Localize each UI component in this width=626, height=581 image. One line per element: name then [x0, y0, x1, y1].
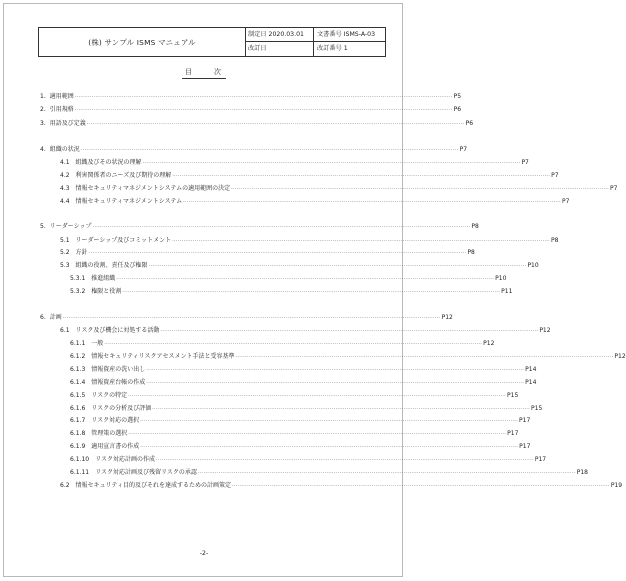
toc-leader-dots: ········································································································································································································ — [92, 224, 471, 230]
toc-entry-title: 情報セキュリティマネジメントシステムの適用範囲の決定 — [75, 185, 231, 192]
toc-entry — [70, 287, 513, 296]
toc-entry-page: P12 — [441, 314, 453, 321]
toc-leader-dots: ········································································································································································································ — [142, 160, 521, 166]
toc-leader-dots: ········································································································································································································ — [86, 121, 465, 127]
toc-heading-left: 目 — [185, 68, 194, 76]
toc-leader-dots: ········································································································································································································ — [116, 276, 495, 282]
toc-entry-page: P17 — [519, 443, 531, 450]
toc-entry-title: 組織の役割、責任及び権限 — [75, 262, 148, 269]
document-number: 文書番号 ISMS-A-03 — [314, 28, 385, 42]
toc-entry-number: 6.1.10 — [70, 456, 90, 463]
toc-entry-title: リーダーシップ — [49, 223, 92, 230]
toc-entry-number: 6.1.3 — [70, 366, 86, 373]
toc-entry-page: P7 — [562, 198, 570, 205]
toc-leader-dots: ········································································································································································································ — [146, 367, 525, 373]
toc-leader-dots: ········································································································································································································ — [140, 444, 519, 450]
toc-entry-title: 権限と役割 — [91, 288, 122, 295]
toc-entry-title: リーダーシップ及びコミットメント — [75, 237, 172, 244]
toc-leader-dots: ········································································································································································································ — [140, 418, 519, 424]
toc-leader-dots: ········································································································································································································ — [197, 470, 576, 476]
toc-entry-number: 6.1.1 — [70, 340, 86, 347]
toc-entry — [70, 468, 588, 477]
toc-leader-dots: ········································································································································································································ — [88, 250, 467, 256]
toc-leader-dots: ········································································································································································································ — [62, 315, 441, 321]
toc-entry — [60, 158, 529, 167]
toc-entry — [40, 92, 462, 101]
toc-leader-dots: ········································································································································································································ — [128, 431, 507, 437]
toc-entry-page: P7 — [610, 185, 618, 192]
toc-entry — [70, 352, 626, 361]
toc-entry-page: P14 — [525, 379, 537, 386]
toc-entry-title: 情報セキュリティリスクアセスメント手法と受容基準 — [91, 353, 235, 360]
toc-entry-number: 5.1 — [60, 237, 70, 244]
toc-entry-title: 計画 — [49, 314, 62, 321]
toc-entry-page: P11 — [501, 288, 513, 295]
page-number: -2- — [199, 549, 209, 557]
toc-entry-page: P15 — [531, 405, 543, 412]
toc-entry — [70, 429, 519, 438]
toc-leader-dots: ········································································································································································································ — [122, 289, 501, 295]
toc-leader-dots: ········································································································································································································ — [231, 186, 610, 192]
toc-entry-title: リスク対応の選択 — [91, 417, 140, 424]
toc-entry-number: 1. — [40, 93, 46, 100]
revision-date: 改訂日 — [245, 42, 314, 56]
toc-entry-number: 4. — [40, 146, 46, 153]
toc-entry-title: 管理策の選択 — [91, 430, 128, 437]
toc-entry-page: P15 — [507, 392, 519, 399]
toc-entry-number: 4.2 — [60, 172, 70, 179]
toc-entry-title: リスクの特定 — [91, 392, 128, 399]
toc-entry-number: 5.2 — [60, 249, 70, 256]
toc-entry-number: 6.1.7 — [70, 417, 86, 424]
toc-entry-page: P6 — [453, 106, 462, 113]
toc-leader-dots: ········································································································································································································ — [172, 173, 551, 179]
toc-entry-page: P7 — [521, 159, 529, 166]
toc-entry — [60, 261, 539, 270]
toc-leader-dots: ········································································································································································································ — [104, 341, 483, 347]
toc-entry — [70, 442, 531, 451]
toc-entry-page: P17 — [507, 430, 519, 437]
toc-entry-title: 情報資産の洗い出し — [91, 366, 146, 373]
toc-entry-number: 5.3 — [60, 262, 70, 269]
toc-entry — [70, 339, 495, 348]
toc-heading — [4, 67, 404, 79]
toc-entry-number: 6.1.2 — [70, 353, 86, 360]
toc-entry-title: 情報セキュリティ目的及びそれを達成するための計画策定 — [75, 482, 231, 489]
toc-entry-title: 情報セキュリティマネジメントシステム — [75, 198, 183, 205]
toc-entry-page: P19 — [610, 482, 623, 489]
toc-entry — [70, 391, 519, 400]
toc-entry-number: 6.1.9 — [70, 443, 86, 450]
toc-leader-dots: ········································································································································································································ — [80, 147, 459, 153]
toc-entry-title: リスクの分析及び評価 — [91, 405, 152, 412]
toc-entry-number: 3. — [40, 120, 46, 127]
toc-entry-title: 推進組織 — [91, 275, 116, 282]
toc-leader-dots: ········································································································································································································ — [231, 483, 610, 489]
toc-leader-dots: ········································································································································································································ — [172, 238, 551, 244]
toc-entry — [60, 171, 559, 180]
toc-entry-number: 6.1.4 — [70, 379, 86, 386]
toc-entry — [60, 236, 559, 245]
toc-entry-title: 引用規格 — [49, 106, 74, 113]
toc-leader-dots: ········································································································································································································ — [235, 354, 614, 360]
toc-entry-page: P10 — [495, 275, 507, 282]
toc-entry — [70, 416, 531, 425]
toc-leader-dots: ········································································································································································································ — [74, 107, 453, 113]
toc-entry — [40, 105, 462, 114]
toc-entry — [40, 313, 453, 322]
toc-entry-title: 用語及び定義 — [49, 120, 86, 127]
toc-entry-number: 5.3.2 — [70, 288, 86, 295]
toc-entry — [70, 455, 547, 464]
toc-entry-page: P12 — [539, 327, 551, 334]
toc-entry-number: 5. — [40, 223, 46, 230]
toc-heading-right: 次 — [214, 68, 223, 76]
toc-leader-dots: ········································································································································································································ — [148, 263, 527, 269]
toc-entry-number: 6.1.5 — [70, 392, 86, 399]
toc-entry — [70, 365, 537, 374]
toc-entry-page: P10 — [527, 262, 539, 269]
toc-entry-title: 方針 — [75, 249, 88, 256]
toc-entry — [60, 481, 623, 490]
document-title: (株) サンプル ISMS マニュアル — [39, 28, 246, 56]
toc-entry-page: P12 — [614, 353, 626, 360]
toc-entry-title: 一般 — [91, 340, 104, 347]
toc-entry-page: P7 — [551, 172, 559, 179]
toc-entry-page: P5 — [453, 93, 462, 100]
toc-entry-number: 4.4 — [60, 198, 70, 205]
toc-entry-page: P7 — [459, 146, 468, 153]
toc-entry-page: P14 — [525, 366, 537, 373]
toc-entry — [40, 222, 479, 231]
toc-leader-dots: ········································································································································································································ — [183, 199, 562, 205]
toc-entry-number: 5.3.1 — [70, 275, 86, 282]
toc-entry-number: 4.1 — [60, 159, 70, 166]
toc-entry-number: 6.1.11 — [70, 469, 90, 476]
toc-leader-dots: ········································································································································································································ — [160, 328, 539, 334]
document-header-table — [38, 27, 386, 57]
toc-entry-number: 4.3 — [60, 185, 70, 192]
toc-entry-title: 適用宣言書の作成 — [91, 443, 140, 450]
toc-entry-page: P18 — [576, 469, 588, 476]
toc-entry-title: 組織の状況 — [49, 146, 80, 153]
toc-entry-page: P8 — [551, 237, 559, 244]
toc-entry — [60, 197, 570, 206]
toc-leader-dots: ········································································································································································································ — [155, 457, 534, 463]
revision-number: 改訂番号 1 — [317, 45, 348, 52]
toc-entry — [70, 378, 537, 387]
toc-entry — [40, 145, 468, 154]
toc-entry-title: 適用範囲 — [49, 93, 74, 100]
toc-entry-title: リスク対応計画及び残留リスクの承認 — [95, 469, 197, 476]
toc-entry-page: P8 — [467, 249, 475, 256]
toc-entry-title: 利害関係者のニーズ及び期待の理解 — [75, 172, 172, 179]
toc-entry-number: 6.1.6 — [70, 405, 86, 412]
toc-leader-dots: ········································································································································································································ — [74, 94, 453, 100]
toc-entry-page: P17 — [534, 456, 547, 463]
toc-entry-number: 2. — [40, 106, 46, 113]
toc-entry — [60, 326, 551, 335]
toc-leader-dots: ········································································································································································································ — [128, 393, 507, 399]
toc-entry-number: 6.2 — [60, 482, 70, 489]
toc-entry — [70, 404, 543, 413]
toc-entry-number: 6.1.8 — [70, 430, 86, 437]
toc-entry-title: 組織及びその状況の理解 — [75, 159, 142, 166]
toc-leader-dots: ········································································································································································································ — [152, 406, 531, 412]
toc-entry-title: リスク対応計画の作成 — [95, 456, 155, 463]
toc-entry-title: リスク及び機会に対処する活動 — [75, 327, 160, 334]
toc-entry — [60, 184, 618, 193]
toc-entry-number: 6.1 — [60, 327, 70, 334]
toc-entry — [60, 248, 475, 257]
toc-entry-number: 6. — [40, 314, 46, 321]
toc-entry — [70, 274, 507, 283]
document-page — [3, 3, 626, 577]
established-date: 制定日 2020.03.01 — [245, 28, 314, 42]
toc-entry-page: P6 — [465, 120, 474, 127]
toc-leader-dots: ········································································································································································································ — [146, 380, 525, 386]
toc-entry — [40, 119, 474, 128]
toc-entry-page: P12 — [483, 340, 495, 347]
toc-entry-page: P8 — [471, 223, 479, 230]
toc-entry-page: P17 — [519, 417, 531, 424]
toc-entry-title: 情報資産台帳の作成 — [91, 379, 146, 386]
